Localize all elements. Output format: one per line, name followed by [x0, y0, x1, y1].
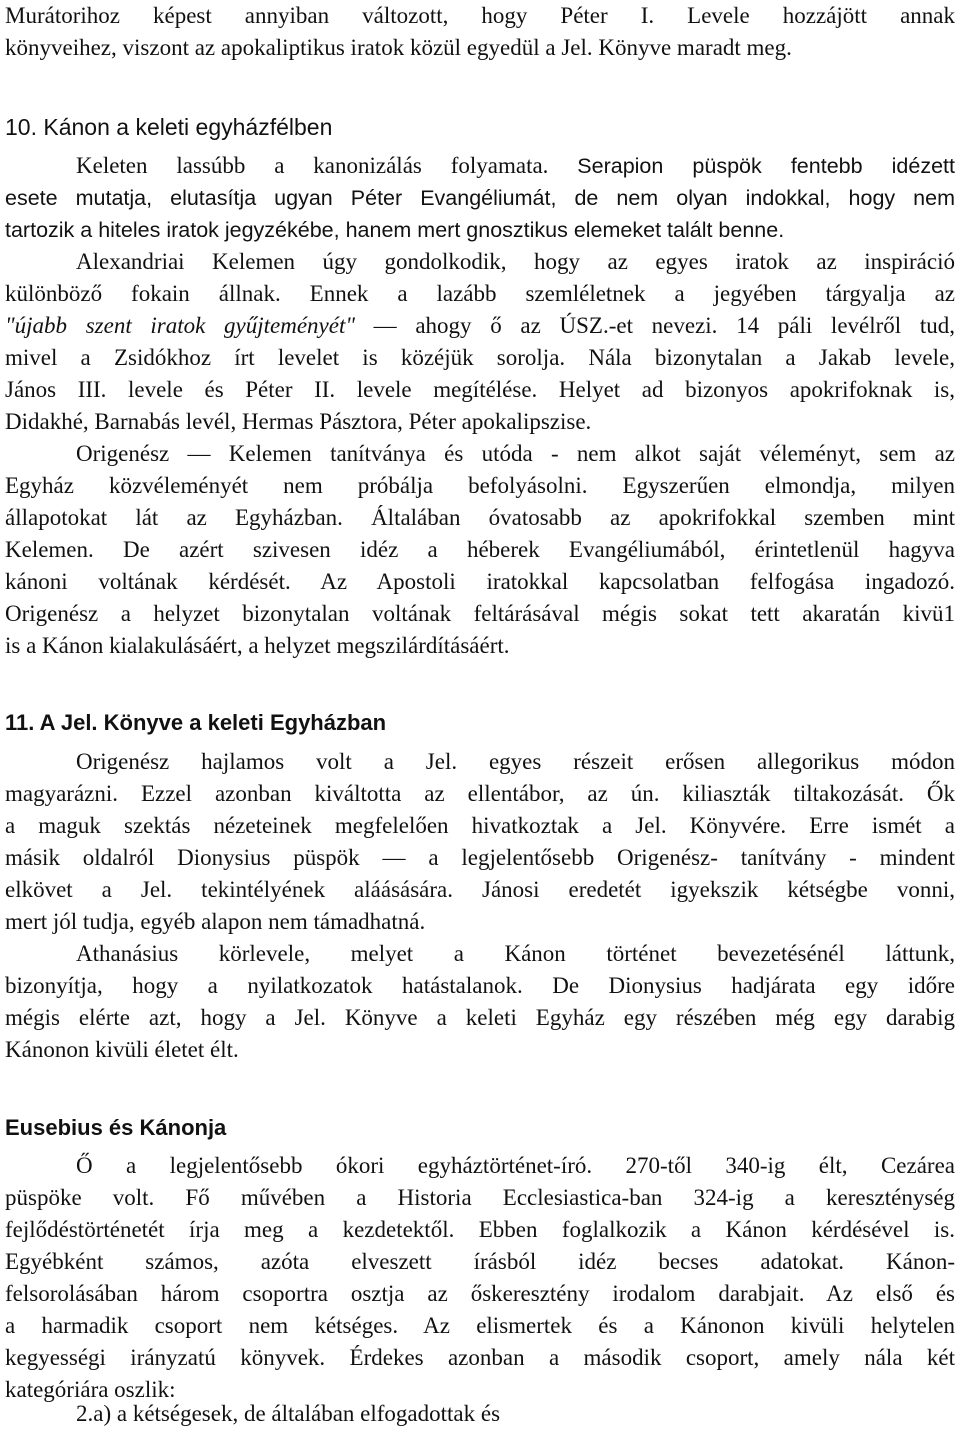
text-line: állapotokat lát az Egyházban. Általában óvatosabb az apokrifokkal szemben mint: [5, 505, 955, 530]
text-line: könyveihez, viszont az apokaliptikus iratok közül egyedül a Jel. Könyve maradt meg.: [5, 35, 792, 60]
text-line: mégis elérte azt, hogy a Jel. Könyve a keleti Egyház egy részében még egy darabig: [5, 1005, 955, 1030]
section-heading: 11. A Jel. Könyve a keleti Egyházban: [5, 710, 387, 735]
text-line: kánoni voltának kérdését. Az Apostoli iratokkal kapcsolatban felfogása ingadozó.: [5, 569, 955, 594]
text-line: is a Kánon kialakulásáért, a helyzet megszilárdításáért.: [5, 633, 510, 658]
text-line: Origenész a helyzet bizonytalan voltának feltárásával mégis sokat tett akaratán kivü1: [5, 601, 955, 626]
text-line: elkövet a Jel. tekintélyének aláásására. Jánosi eredetét igyekszik kétségbe vonni,: [5, 877, 955, 902]
text-line: mivel a Zsidókhoz írt levelet is közéjük sorolja. Nála bizonytalan a Jakab levele,: [5, 345, 955, 370]
text-line: Alexandriai Kelemen úgy gondolkodik, hogy az egyes iratok az inspiráció: [76, 249, 955, 274]
text-line: Egyébként számos, azóta elveszett írásból idéz becses adatokat. Kánon-: [5, 1249, 955, 1274]
section-heading: 10. Kánon a keleti egyházfélben: [5, 114, 333, 140]
text-line: különböző fokain állnak. Ennek a lazább szemléletnek a jegyében tárgyalja az: [5, 281, 955, 306]
text-line: Didakhé, Barnabás levél, Hermas Pásztora, Péter apokalipszise.: [5, 409, 592, 434]
text-line: esete mutatja, elutasítja ugyan Péter Evangéliumát, de nem olyan indokkal, hogy nem: [5, 186, 955, 210]
section-heading: Eusebius és Kánonja: [5, 1115, 227, 1140]
italic-title: "újabb szent iratok gyűjteményét": [5, 313, 355, 338]
text-line: Keleten lassúbb a kanonizálás folyamata. Serapion püspök fentebb idézett: [76, 153, 955, 178]
text-line: bizonyítja, hogy a nyilatkozatok hatástalanok. De Dionysius hadjárata egy időre: [5, 973, 955, 998]
text-line: Origenész hajlamos volt a Jel. egyes részeit erősen allegorikus módon: [76, 749, 955, 774]
text-line: János III. levele és Péter II. levele megítélése. Helyet ad bizonyos apokrifoknak is,: [5, 377, 955, 402]
text-line: tartozik a hiteles iratok jegyzékébe, hanem mert gnosztikus elemeket talált benne.: [5, 218, 785, 242]
text-line: fejlődéstörténetét írja meg a kezdetektől. Ebben foglalkozik a Kánon kérdésével is.: [5, 1217, 955, 1242]
text-line: másik oldalról Dionysius püspök — a legjelentősebb Origenész- tanítvány - mindent: [5, 845, 955, 870]
text-line: kegyességi irányzatú könyvek. Érdekes azonban a második csoport, amely nála két: [5, 1345, 955, 1370]
text-line: a harmadik csoport nem kétséges. Az elismertek és a Kánonon kivüli helytelen: [5, 1313, 955, 1338]
text-line: Murátorihoz képest annyiban változott, hogy Péter I. Levele hozzájött annak: [5, 3, 955, 28]
text-line: mert jól tudja, egyéb alapon nem támadhatná.: [5, 909, 426, 934]
text-line: Origenész — Kelemen tanítványa és utóda - nem alkot saját véleményt, sem az: [76, 441, 955, 466]
text-line: Egyház közvéleményét nem próbálja befolyásolni. Egyszerűen elmondja, milyen: [5, 473, 955, 498]
text-line: kategóriára oszlik:: [5, 1377, 176, 1402]
text-line: "újabb szent iratok gyűjteményét" — ahogy ő az ÚSZ.-et nevezi. 14 páli levélről tud,: [5, 313, 955, 338]
text-line: Athanásius körlevele, melyet a Kánon történet bevezetésénél láttunk,: [76, 941, 955, 966]
text-line: felsorolásában három csoportra osztja az őskeresztény irodalom darabjait. Az első és: [5, 1281, 955, 1306]
text-line: 2.a) a kétségesek, de általában elfogadottak és: [76, 1401, 501, 1426]
text-line: Kánonon kivüli életet élt.: [5, 1037, 239, 1062]
text-line: magyarázni. Ezzel azonban kiváltotta az ellentábor, az ún. kiliaszták tiltakozását. Ők: [5, 781, 955, 806]
text-line: püspöke volt. Fő művében a Historia Ecclesiastica-ban 324-ig a kereszténység: [5, 1185, 955, 1210]
text-line: a maguk szektás nézeteinek megfelelően hivatkoztak a Jel. Könyvére. Erre ismét a: [5, 813, 955, 838]
text-line: Ő a legjelentősebb ókori egyháztörténet-író. 270-től 340-ig élt, Cezárea: [76, 1153, 955, 1178]
text-line: Kelemen. De azért szivesen idéz a héberek Evangéliumából, érintetlenül hagyva: [5, 537, 955, 562]
